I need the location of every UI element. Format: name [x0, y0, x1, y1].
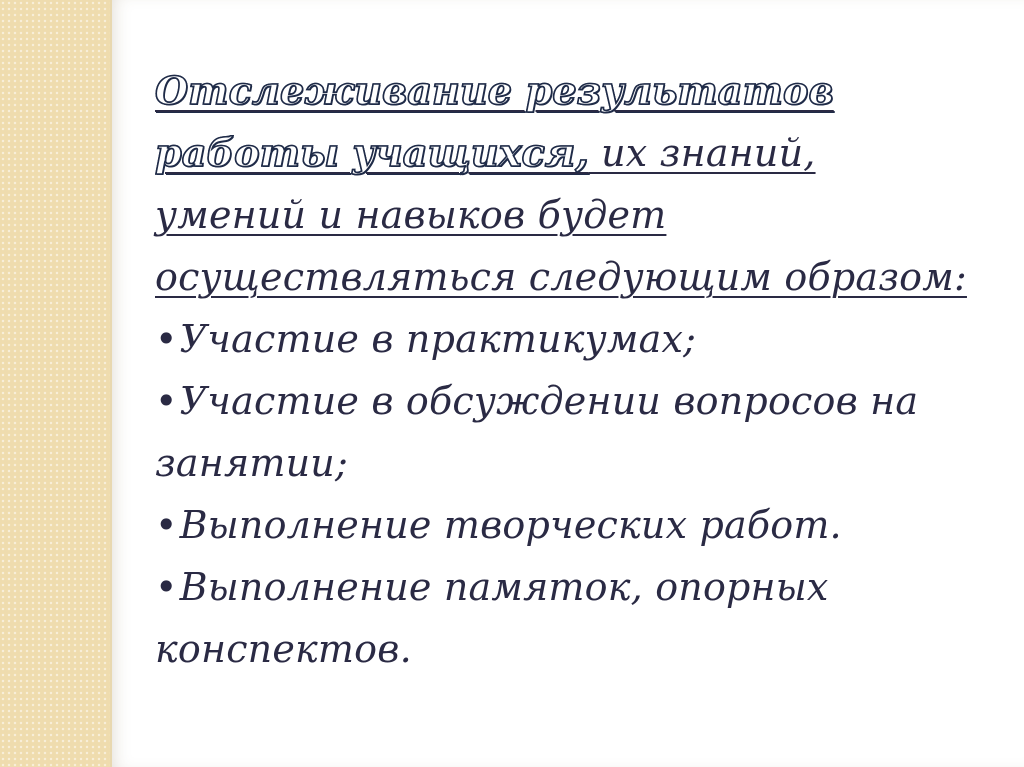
bullet-marker: •	[155, 379, 178, 423]
intro-remainder: их знаний, умений и навыков будет осуществляться следующим образом:	[155, 131, 967, 299]
bullet-item-3	[155, 494, 975, 556]
bullet-text: Участие в обсуждении вопросов на занятии;	[155, 379, 919, 485]
bullet-item-1	[155, 308, 975, 370]
bullet-item-4	[155, 556, 975, 680]
intro-text	[155, 69, 967, 299]
slide-content	[155, 60, 975, 680]
bullet-marker: •	[155, 503, 178, 547]
intro-emphasis: Отслеживание результатов работы учащихся,	[155, 68, 834, 175]
intro-paragraph	[155, 60, 975, 308]
bullet-item-2	[155, 370, 975, 494]
decorative-sidebar	[0, 0, 112, 767]
bullet-marker: •	[155, 565, 178, 609]
bullet-text: Выполнение памяток, опорных конспектов.	[155, 565, 829, 671]
bullet-text: Участие в практикумах;	[179, 317, 697, 361]
bullet-marker: •	[155, 317, 178, 361]
bullet-text: Выполнение творческих работ.	[179, 503, 842, 547]
